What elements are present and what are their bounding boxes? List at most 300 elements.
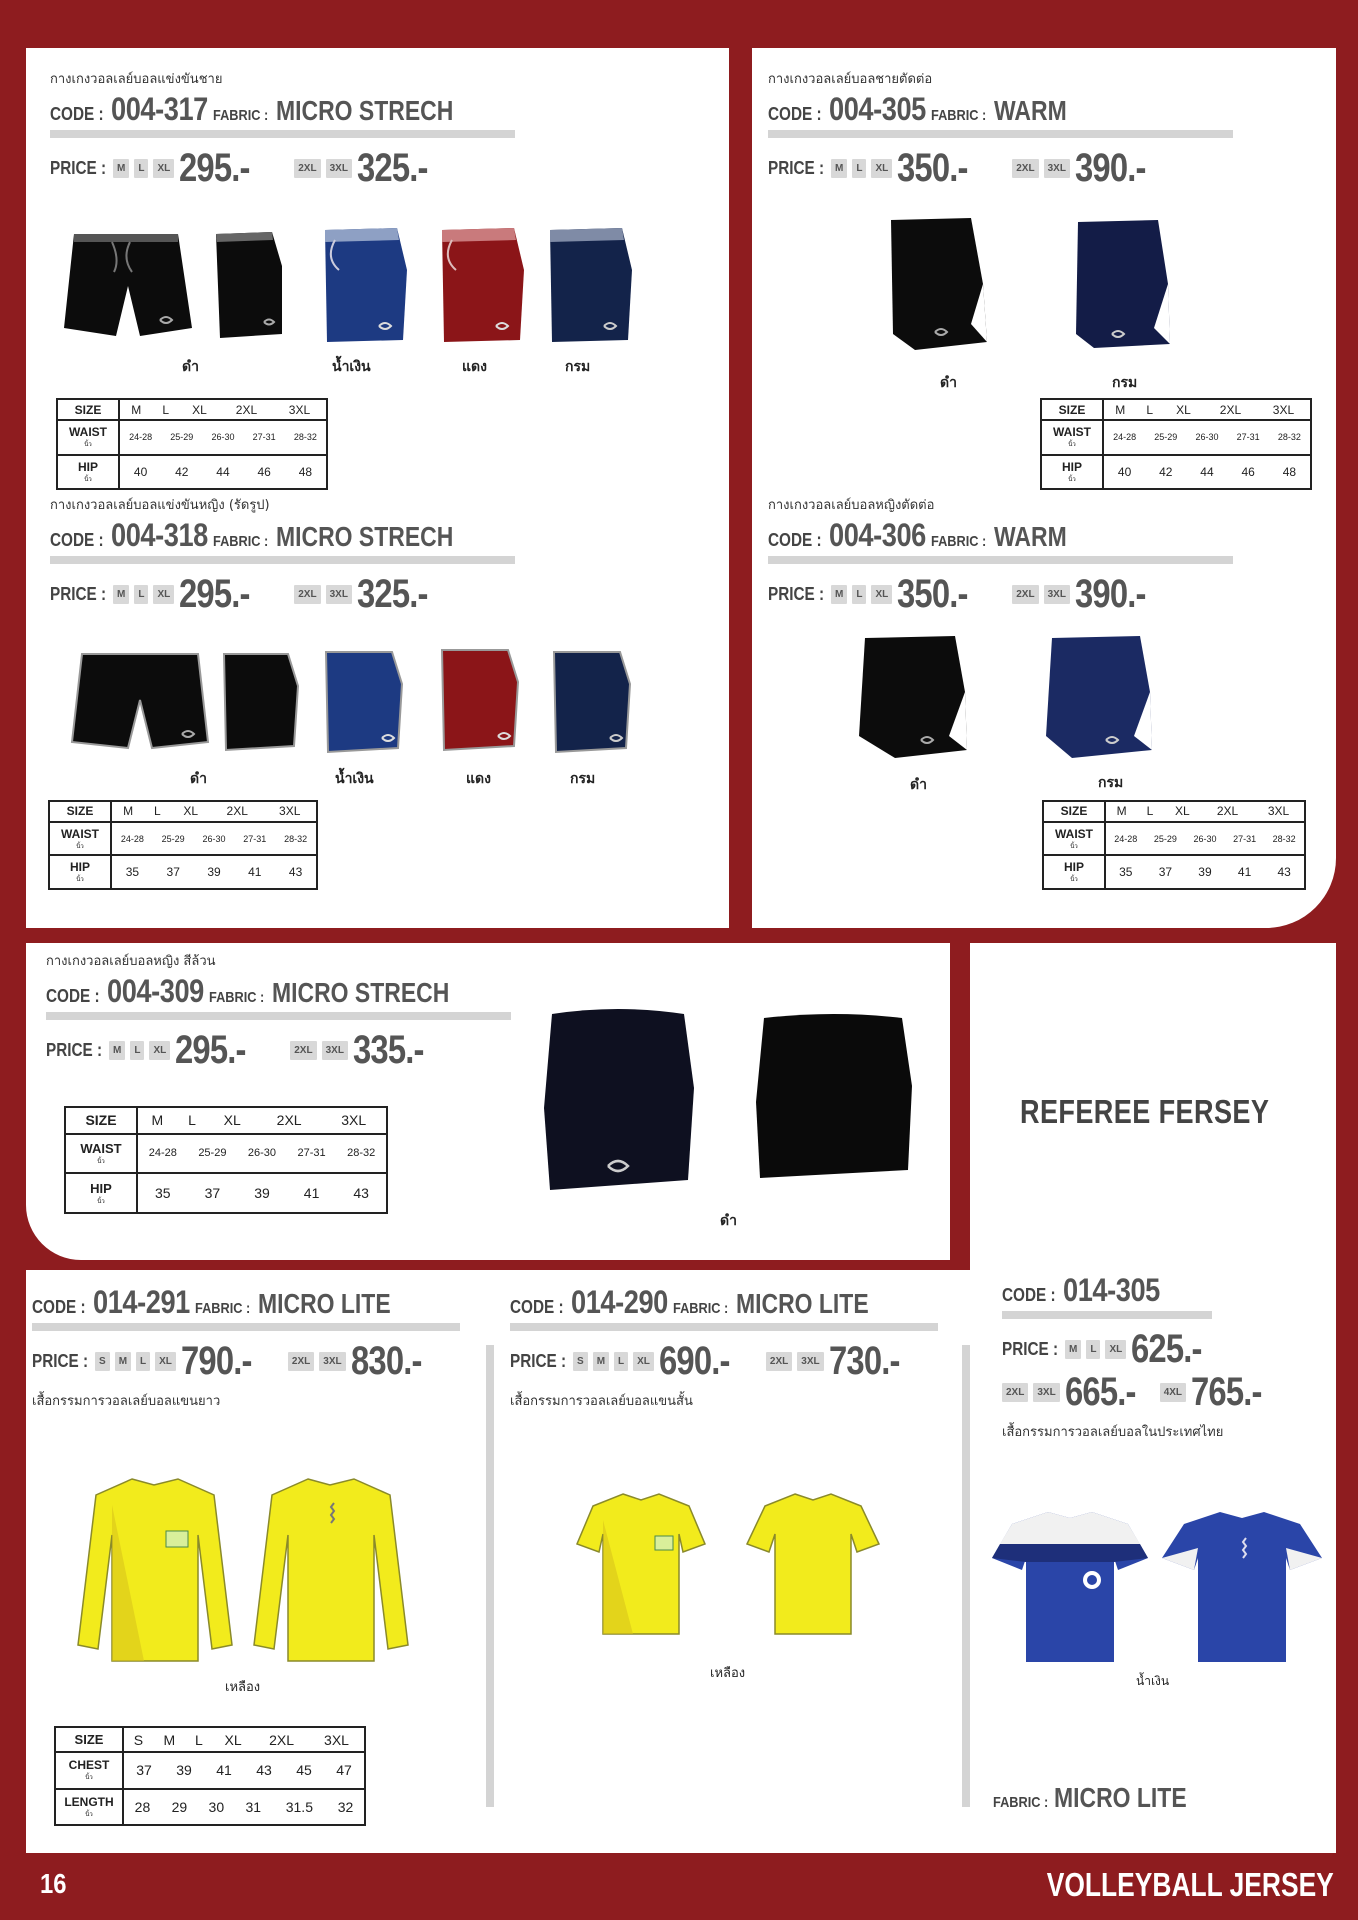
- table-header: [123, 1727, 365, 1752]
- price-value: 295.-: [179, 572, 250, 616]
- table-header: L: [162, 402, 170, 417]
- table-header: L: [195, 1731, 203, 1748]
- row-values: [111, 822, 317, 856]
- price-value: 335.-: [352, 1028, 424, 1072]
- price-value: 625.-: [1131, 1327, 1202, 1371]
- table-header: 3XL: [1272, 402, 1295, 417]
- long-sleeve-jersey-front-image: [74, 1475, 236, 1667]
- row-values: [1105, 822, 1305, 856]
- shorts-black-front-image: [60, 228, 195, 346]
- price-label: PRICE :: [1002, 1339, 1059, 1359]
- table-cell: 29: [171, 1798, 188, 1815]
- row-label-text: CHEST: [68, 1758, 110, 1773]
- price-value: 350.-: [897, 146, 968, 190]
- table-cell: 42: [1159, 464, 1173, 479]
- table-cell: 35: [1119, 865, 1133, 880]
- size-chip: M: [115, 1352, 131, 1371]
- size-chip: S: [95, 1352, 110, 1371]
- code-label: CODE :: [510, 1297, 564, 1317]
- size-chip: XL: [871, 159, 892, 178]
- product-code: 014-291: [93, 1284, 190, 1320]
- table-cell: 41: [1237, 865, 1252, 880]
- table-cell: 26-30: [247, 1147, 277, 1160]
- table-cell: 37: [204, 1185, 221, 1202]
- color-label: เหลือง: [225, 1680, 261, 1695]
- table-header: XL: [1175, 804, 1190, 819]
- product-004-305: [768, 68, 1228, 191]
- product-thai-title: กางเกงวอลเลย์บอลหญิง สีล้วน: [46, 954, 216, 969]
- code-label: CODE :: [768, 104, 822, 124]
- underline: [768, 130, 1233, 138]
- womens-warm-shorts-navy-image: [1042, 632, 1154, 762]
- row-label-sub: นิ้ว: [1070, 843, 1078, 850]
- womens-shorts-navy-image: [550, 648, 634, 758]
- size-chip: XL: [871, 585, 892, 604]
- fabric-name: MICRO STRECH: [275, 521, 454, 552]
- row-label-text: WAIST: [1053, 425, 1091, 440]
- table-header: 3XL: [341, 1112, 367, 1129]
- referee-polo-front-image: [990, 1508, 1150, 1668]
- row-label-text: WAIST: [80, 1140, 122, 1156]
- womens-shorts-red-image: [438, 646, 522, 756]
- fabric-label: FABRIC :: [212, 533, 269, 550]
- table-cell: 31.5: [285, 1798, 313, 1815]
- fabric-name: MICRO LITE: [257, 1288, 391, 1319]
- size-chip: 3XL: [326, 585, 352, 604]
- table-cell: 37: [166, 865, 180, 880]
- code-label: CODE :: [32, 1297, 86, 1317]
- table-cell: 32: [337, 1798, 354, 1815]
- row-label-text: LENGTH: [64, 1794, 114, 1809]
- product-004-318: [50, 494, 530, 617]
- product-code: 004-317: [111, 91, 208, 127]
- table-cell: 41: [248, 865, 262, 880]
- price-label: PRICE :: [32, 1351, 89, 1371]
- underline: [1002, 1311, 1212, 1319]
- table-cell: 46: [257, 464, 271, 479]
- row-label: [65, 1173, 137, 1213]
- table-cell: 43: [288, 865, 303, 880]
- row-label-sub: นิ้ว: [97, 1198, 105, 1205]
- shorts-blue-image: [315, 224, 410, 348]
- size-table: [1040, 398, 1312, 490]
- table-header: L: [1146, 804, 1154, 819]
- row-values: [1103, 455, 1311, 489]
- fabric-name: MICRO STRECH: [271, 977, 450, 1008]
- size-chip: L: [852, 159, 866, 178]
- table-cell: 28-32: [293, 432, 317, 443]
- column-divider: [486, 1345, 494, 1807]
- size-chip: M: [593, 1352, 609, 1371]
- product-code: 004-309: [107, 973, 204, 1009]
- table-cell: 27-31: [297, 1147, 326, 1160]
- table-cell: 27-31: [1236, 432, 1260, 443]
- fabric-name: WARM: [993, 95, 1067, 126]
- size-chip: L: [136, 1352, 150, 1371]
- row-label-text: WAIST: [69, 425, 107, 440]
- size-chip: 3XL: [326, 159, 352, 178]
- color-label: กรม: [565, 359, 591, 375]
- price-label: PRICE :: [50, 584, 107, 604]
- long-sleeve-jersey-back-image: [250, 1475, 412, 1667]
- table-header: M: [163, 1731, 176, 1748]
- code-label: CODE :: [1002, 1285, 1056, 1305]
- size-chip: M: [1065, 1340, 1081, 1359]
- row-values: [137, 1134, 387, 1174]
- size-chip: XL: [153, 159, 174, 178]
- row-values: [119, 420, 327, 454]
- product-code: 004-305: [829, 91, 926, 127]
- table-header: SIZE: [55, 1727, 123, 1752]
- product-thai-title: กางเกงวอลเลย์บอลชายตัดต่อ: [768, 72, 933, 87]
- table-cell: 25-29: [198, 1147, 227, 1160]
- short-sleeve-jersey-front-image: [575, 1490, 707, 1640]
- fabric-name: MICRO LITE: [1054, 1782, 1187, 1813]
- fabric-label: FABRIC :: [930, 533, 987, 550]
- size-chip: S: [573, 1352, 588, 1371]
- row-values: [123, 1789, 365, 1825]
- womens-shorts-black-back-image: [220, 650, 302, 756]
- size-chip: XL: [153, 585, 174, 604]
- table-header: M: [1115, 402, 1126, 417]
- product-thai-title: กางเกงวอลเลย์บอลหญิงตัดต่อ: [768, 498, 935, 513]
- table-cell: 43: [256, 1762, 272, 1779]
- table-cell: 39: [176, 1762, 192, 1779]
- code-label: CODE :: [46, 986, 100, 1006]
- table-cell: 26-30: [1195, 432, 1219, 443]
- size-chip: 2XL: [294, 159, 320, 178]
- color-label: น้ำเงิน: [335, 771, 374, 787]
- mens-warm-shorts-black-image: [885, 214, 990, 354]
- table-cell: 44: [216, 464, 230, 479]
- size-table: [54, 1726, 366, 1826]
- table-header: SIZE: [57, 399, 119, 420]
- table-header: M: [1116, 804, 1127, 819]
- table-header: M: [123, 804, 134, 819]
- row-label: [49, 855, 111, 889]
- color-label: น้ำเงิน: [1136, 1674, 1170, 1688]
- table-header: [137, 1107, 387, 1134]
- price-value: 665.-: [1064, 1370, 1136, 1414]
- price-value: 830.-: [350, 1339, 422, 1383]
- price-value: 295.-: [179, 146, 250, 190]
- table-header: 2XL: [269, 1731, 294, 1748]
- row-values: [1103, 420, 1311, 454]
- fabric-label: FABRIC :: [212, 107, 269, 124]
- table-header: SIZE: [65, 1107, 137, 1134]
- row-values: [1105, 855, 1305, 889]
- size-chip: 4XL: [1160, 1383, 1186, 1402]
- fabric-name: MICRO LITE: [735, 1288, 869, 1319]
- row-label-text: WAIST: [1055, 826, 1093, 841]
- referee-fabric: [993, 1782, 1216, 1814]
- table-header: M: [151, 1112, 164, 1129]
- price-value: 325.-: [356, 572, 428, 616]
- row-values: [111, 855, 317, 889]
- table-header: [1103, 399, 1311, 420]
- table-cell: 28-32: [1272, 833, 1296, 844]
- size-chip: M: [831, 585, 847, 604]
- price-value: 690.-: [658, 1339, 730, 1383]
- size-chip: XL: [1105, 1340, 1126, 1359]
- table-cell: 26-30: [211, 432, 235, 443]
- size-chip: 2XL: [294, 585, 320, 604]
- product-thai-title: เสื้อกรรมการวอลเลย์บอลในประเทศไทย: [1002, 1425, 1224, 1440]
- table-cell: 25-29: [170, 432, 194, 443]
- table-cell: 25-29: [161, 833, 185, 844]
- womens-warm-shorts-black-image: [855, 632, 970, 762]
- table-cell: 40: [1117, 464, 1132, 479]
- spandex-shorts-front-image: [538, 1008, 698, 1193]
- size-chip: 3XL: [1044, 159, 1070, 178]
- table-header: 3XL: [279, 804, 301, 819]
- size-chip: 2XL: [290, 1041, 316, 1060]
- size-chip: 2XL: [288, 1352, 314, 1371]
- row-label: [55, 1789, 123, 1825]
- table-cell: 40: [133, 464, 148, 479]
- size-chip: M: [831, 159, 847, 178]
- price-value: 390.-: [1074, 572, 1146, 616]
- row-label-sub: นิ้ว: [76, 843, 84, 850]
- product-thai-title: เสื้อกรรมการวอลเลย์บอลแขนสั้น: [510, 1394, 693, 1409]
- product-004-306: [768, 494, 1228, 617]
- table-header: SIZE: [1043, 801, 1105, 822]
- row-label-sub: นิ้ว: [1070, 877, 1078, 884]
- size-table: [64, 1106, 388, 1214]
- table-cell: 43: [1277, 865, 1291, 880]
- row-label-text: HIP: [1061, 459, 1082, 474]
- table-header: XL: [183, 804, 199, 819]
- mens-warm-shorts-navy-image: [1072, 216, 1172, 354]
- code-label: CODE :: [768, 530, 822, 550]
- price-label: PRICE :: [768, 158, 825, 178]
- table-header: 2XL: [226, 804, 248, 819]
- table-header: XL: [224, 1731, 242, 1748]
- size-chip: M: [113, 585, 129, 604]
- table-header: L: [1146, 402, 1154, 417]
- row-label-sub: นิ้ว: [85, 1811, 93, 1818]
- size-table: [1042, 800, 1306, 890]
- table-cell: 24-28: [1114, 833, 1138, 844]
- table-header: S: [133, 1731, 144, 1748]
- table-header: [111, 801, 317, 822]
- size-chip: XL: [633, 1352, 654, 1371]
- row-label: [1041, 420, 1103, 454]
- table-header: 2XL: [235, 402, 258, 417]
- table-cell: 37: [136, 1762, 152, 1779]
- row-label-sub: นิ้ว: [97, 1158, 105, 1165]
- table-cell: 48: [1282, 464, 1297, 479]
- fabric-label: FABRIC :: [194, 1300, 251, 1317]
- size-chip: 2XL: [1012, 585, 1038, 604]
- table-header: XL: [223, 1112, 241, 1129]
- row-label-text: HIP: [90, 1180, 112, 1196]
- table-cell: 27-31: [1233, 833, 1257, 844]
- shorts-black-back-image: [208, 226, 288, 344]
- table-cell: 26-30: [202, 833, 226, 844]
- table-cell: 27-31: [252, 432, 276, 443]
- table-header: L: [188, 1112, 196, 1129]
- size-chip: M: [109, 1041, 125, 1060]
- row-label-sub: นิ้ว: [84, 442, 92, 449]
- table-header: SIZE: [1041, 399, 1103, 420]
- table-header: XL: [1176, 402, 1191, 417]
- size-table: [56, 398, 328, 490]
- product-thai-title: เสื้อกรรมการวอลเลย์บอลแขนยาว: [32, 1394, 221, 1409]
- table-cell: 28-32: [347, 1147, 376, 1160]
- table-cell: 28-32: [1277, 432, 1301, 443]
- table-cell: 46: [1241, 464, 1255, 479]
- table-header: 3XL: [288, 402, 311, 417]
- color-label: กรม: [1112, 375, 1138, 391]
- table-header: [1105, 801, 1305, 822]
- color-label: ดำ: [720, 1213, 737, 1229]
- price-value: 350.-: [897, 572, 968, 616]
- row-label-text: HIP: [1063, 860, 1084, 875]
- price-label: PRICE :: [768, 584, 825, 604]
- product-code: 004-318: [111, 517, 208, 553]
- row-label: [55, 1752, 123, 1788]
- row-label: [1041, 455, 1103, 489]
- womens-shorts-black-front-image: [70, 650, 210, 756]
- product-thai-title: กางเกงวอลเลย์บอลแข่งขันชาย: [50, 72, 223, 87]
- product-code: 014-305: [1063, 1272, 1160, 1308]
- row-values: [137, 1173, 387, 1213]
- referee-polo-back-image: [1160, 1508, 1324, 1668]
- table-cell: 28-32: [284, 833, 308, 844]
- column-divider: [962, 1345, 970, 1807]
- price-value: 730.-: [828, 1339, 900, 1383]
- color-label: กรม: [1098, 775, 1124, 791]
- size-chip: XL: [149, 1041, 170, 1060]
- size-chip: M: [113, 159, 129, 178]
- table-cell: 24-28: [120, 833, 144, 844]
- size-table: [48, 800, 318, 890]
- size-chip: 3XL: [797, 1352, 823, 1371]
- product-code: 004-306: [829, 517, 926, 553]
- table-header: [119, 399, 327, 420]
- fabric-name: WARM: [993, 521, 1067, 552]
- fabric-label: FABRIC :: [208, 989, 265, 1006]
- row-label: [65, 1134, 137, 1174]
- row-label-text: HIP: [77, 459, 98, 474]
- fabric-label: FABRIC :: [672, 1300, 729, 1317]
- size-chip: 2XL: [1002, 1383, 1028, 1402]
- table-cell: 47: [336, 1762, 352, 1779]
- row-label-sub: นิ้ว: [1068, 442, 1076, 449]
- table-cell: 43: [353, 1185, 369, 1202]
- row-label-sub: นิ้ว: [1068, 476, 1076, 483]
- row-label: [1043, 822, 1105, 856]
- size-chip: XL: [155, 1352, 176, 1371]
- row-label: [49, 822, 111, 856]
- size-chip: 2XL: [766, 1352, 792, 1371]
- row-label-sub: นิ้ว: [84, 476, 92, 483]
- row-label: [1043, 855, 1105, 889]
- table-cell: 39: [254, 1185, 270, 1202]
- product-014-305: [1002, 1272, 1322, 1442]
- table-cell: 26-30: [1193, 833, 1217, 844]
- underline: [46, 1012, 511, 1020]
- size-chip: 3XL: [319, 1352, 345, 1371]
- underline: [50, 130, 515, 138]
- table-header: 2XL: [1216, 804, 1239, 819]
- table-cell: 44: [1200, 464, 1214, 479]
- size-chip: L: [852, 585, 866, 604]
- price-value: 295.-: [175, 1028, 246, 1072]
- table-cell: 31: [245, 1798, 262, 1815]
- size-chip: 3XL: [322, 1041, 348, 1060]
- table-cell: 42: [175, 464, 189, 479]
- size-chip: 3XL: [1044, 585, 1070, 604]
- table-cell: 39: [1198, 865, 1212, 880]
- code-label: CODE :: [50, 530, 104, 550]
- product-thai-title: กางเกงวอลเลย์บอลแข่งขันหญิง (รัดรูป): [50, 498, 270, 513]
- table-cell: 24-28: [129, 432, 153, 443]
- fabric-label: FABRIC :: [993, 1794, 1049, 1811]
- size-chip: L: [614, 1352, 628, 1371]
- table-header: 3XL: [1267, 804, 1290, 819]
- size-chip: L: [130, 1041, 144, 1060]
- size-chip: L: [1086, 1340, 1100, 1359]
- table-header: XL: [192, 402, 207, 417]
- row-label-sub: นิ้ว: [76, 877, 84, 884]
- price-value: 390.-: [1074, 146, 1146, 190]
- underline: [510, 1323, 938, 1331]
- color-label: ดำ: [190, 771, 207, 787]
- table-cell: 45: [296, 1762, 312, 1779]
- table-cell: 35: [155, 1185, 171, 1202]
- table-cell: 24-28: [148, 1147, 177, 1160]
- color-label: เหลือง: [710, 1666, 746, 1681]
- fabric-name: MICRO STRECH: [275, 95, 454, 126]
- product-code: 014-290: [571, 1284, 668, 1320]
- color-label: ดำ: [940, 375, 957, 391]
- price-value: 790.-: [180, 1339, 252, 1383]
- table-cell: 30: [208, 1798, 225, 1815]
- page-number: 16: [40, 1868, 67, 1899]
- short-sleeve-jersey-back-image: [745, 1490, 881, 1640]
- referee-heading: REFEREE FERSEY: [1020, 1093, 1270, 1130]
- color-label: กรม: [570, 771, 596, 787]
- row-values: [119, 455, 327, 489]
- underline: [50, 556, 515, 564]
- product-014-290: [510, 1284, 950, 1411]
- table-cell: 41: [303, 1185, 320, 1202]
- price-label: PRICE :: [510, 1351, 567, 1371]
- table-cell: 27-31: [243, 833, 267, 844]
- table-header: SIZE: [49, 801, 111, 822]
- underline: [768, 556, 1233, 564]
- size-chip: 2XL: [1012, 159, 1038, 178]
- table-cell: 48: [298, 464, 313, 479]
- table-cell: 24-28: [1113, 432, 1137, 443]
- table-cell: 37: [1158, 865, 1173, 880]
- row-label-sub: นิ้ว: [85, 1775, 93, 1782]
- womens-shorts-blue-image: [322, 648, 406, 758]
- table-cell: 28: [134, 1798, 151, 1815]
- row-label-text: WAIST: [61, 826, 99, 841]
- underline: [32, 1323, 460, 1331]
- size-chip: L: [134, 159, 148, 178]
- table-cell: 39: [207, 865, 221, 880]
- code-label: CODE :: [50, 104, 104, 124]
- table-header: L: [153, 804, 161, 819]
- product-004-309: [46, 950, 526, 1073]
- color-label: แดง: [462, 359, 487, 375]
- color-label: ดำ: [910, 777, 927, 793]
- size-chip: 3XL: [1033, 1383, 1059, 1402]
